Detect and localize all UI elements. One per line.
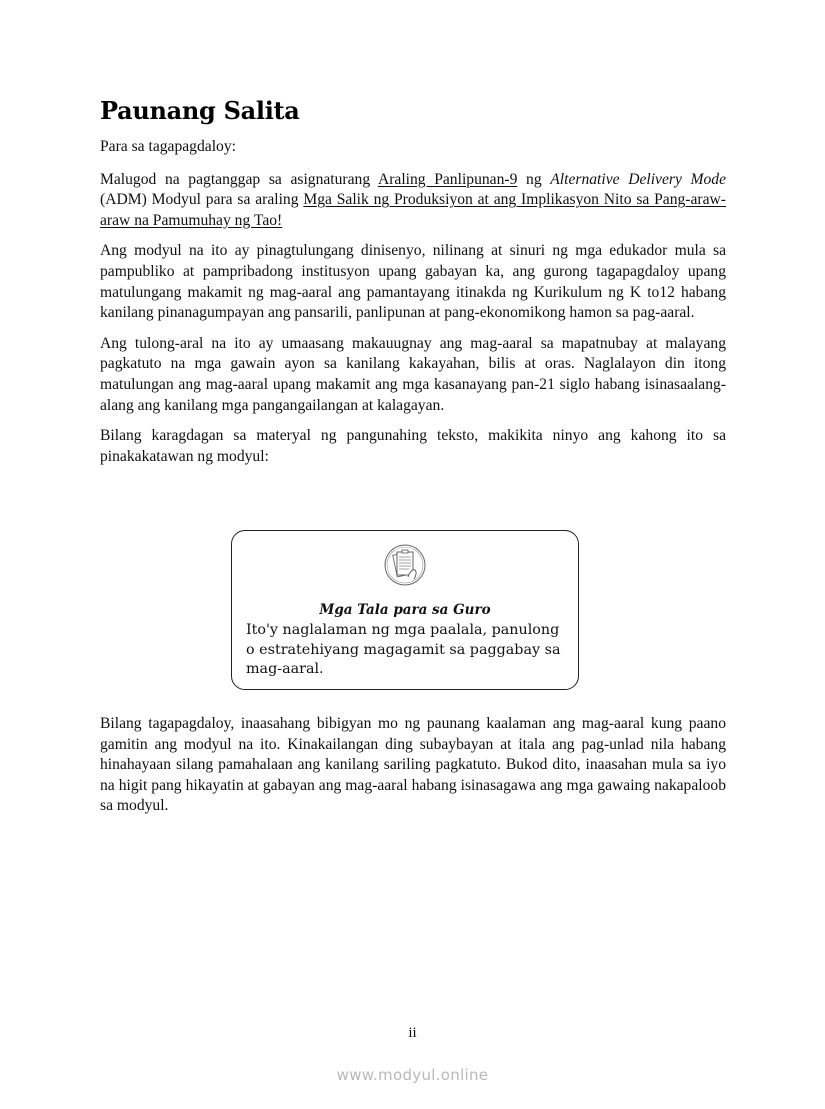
teacher-notes-icon <box>383 543 427 592</box>
page-title: Paunang Salita <box>100 96 300 125</box>
adm-name: Alternative Delivery Mode <box>550 170 727 188</box>
teacher-notes-title: Mga Tala para sa Guro <box>319 602 491 618</box>
page-number: ii <box>408 1025 417 1041</box>
paragraph-purpose: Ang tulong-aral na ito ay umaasang makauugnay ang mag-aaral sa mapatnubay at malayang pagkatuto na mga gawain ayon sa kanilang kakayahan, bilis at oras. Naglalayon din itong matulungan ang mag-aaral upang makamit ang mga kasanayang pan-21 siglo habang isinasaalang-alang ang kanilang mga pangangailangan at kalagayan. <box>100 334 726 414</box>
greeting: Para sa tagapagdaloy: <box>100 138 236 155</box>
teacher-notes-box <box>231 530 579 690</box>
watermark: www.modyul.online <box>336 1066 489 1084</box>
intro-text-1: Malugod na pagtanggap sa asignaturang <box>100 170 378 188</box>
lesson-title: Mga Salik ng Produksiyon at ang Implikasyon Nito sa Pang-araw-araw na Pamumuhay ng Tao! <box>100 191 726 229</box>
page-content <box>100 96 727 815</box>
intro-text-3: (ADM) Modyul para sa araling <box>100 191 304 209</box>
intro-paragraph <box>100 170 726 232</box>
paragraph-closing: Bilang tagapagdaloy, inaasahang bibigyan mo ng paunang kaalaman ang mag-aaral kung paano gamitin ang modyul na ito. Kinakailangan ding subaybayan at itala ang pag-unlad nila habang hinahayaan silang pamahalaan ang kanilang sariling pagkatuto. Bukod dito, inaasahan mula sa iyo na higit pang hikayatin at gabayan ang mag-aaral habang isinasagawa ang mga gawaing nakapaloob sa modyul. <box>100 715 726 815</box>
paragraph-box-intro: Bilang karagdagan sa materyal ng pangunahing teksto, makikita ninyo ang kahong ito sa pinakakatawan ng modyul: <box>100 427 726 465</box>
intro-text-2: ng <box>517 170 551 188</box>
subject-name: Araling Panlipunan-9 <box>377 170 518 188</box>
teacher-notes-body: Ito'y naglalaman ng mga paalala, panulong o estratehiyang magagamit sa paggabay sa mag-aaral. <box>246 622 561 677</box>
paragraph-design: Ang modyul na ito ay pinagtulungang dinisenyo, nilinang at sinuri ng mga edukador mula sa pampubliko at pampribadong institusyon upang gabayan ka, ang gurong tagapagdaloy upang matulungang makamit ng mag-aaral ang pamantayang itinakda ng Kurikulum ng K to12 habang kanilang pinanagumpayan ang pansarili, panlipunan at pang-ekonomikong hamon sa pag-aaral. <box>100 242 726 322</box>
